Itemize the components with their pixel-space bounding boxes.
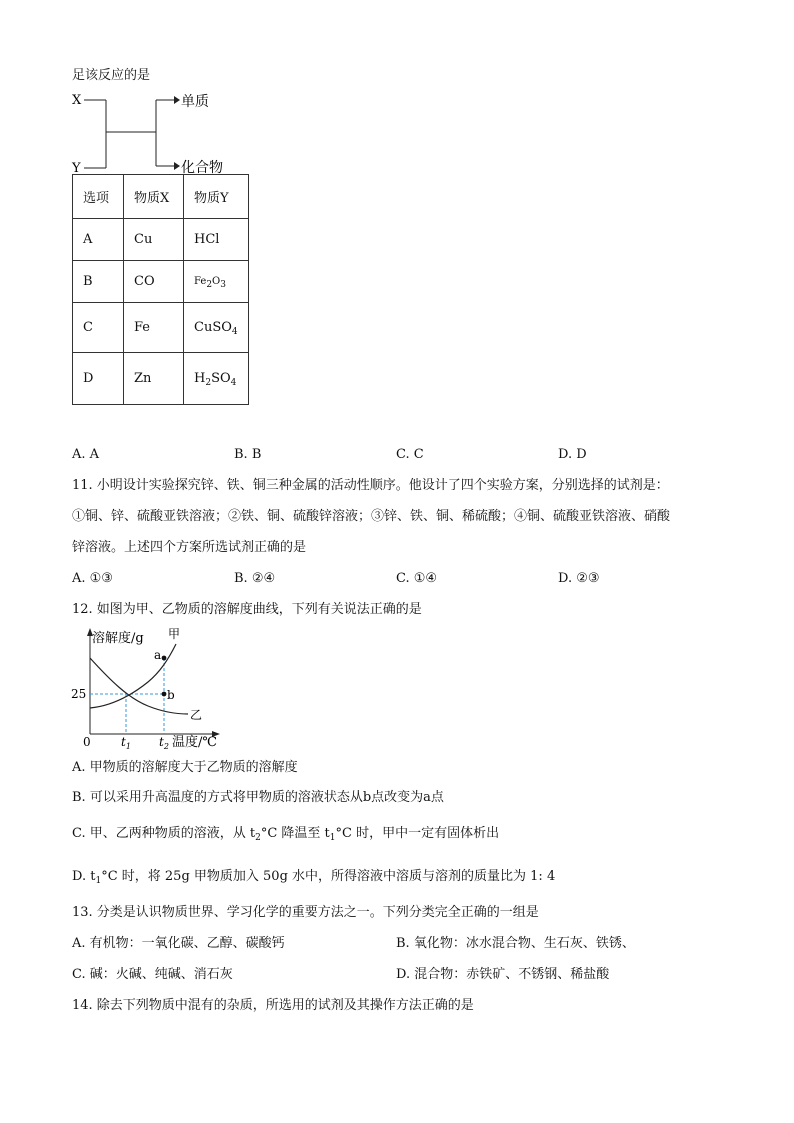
q13-option-d: D. 混合物：赤铁矿、不锈钢、稀盐酸 bbox=[396, 967, 610, 982]
origin-label: 0 bbox=[83, 735, 91, 749]
point-b-label: b bbox=[167, 688, 175, 702]
table-cell: C bbox=[73, 303, 124, 353]
point-a bbox=[162, 656, 167, 661]
q11-stem-line1: 11. 小明设计实验探究锌、铁、铜三种金属的活动性顺序。他设计了四个实验方案，分别选择的试剂是： bbox=[72, 478, 669, 493]
series-yi-label: 乙 bbox=[190, 708, 203, 722]
q11-option-c: C. ①④ bbox=[396, 571, 438, 586]
table-cell: B bbox=[73, 261, 124, 303]
table-cell: A bbox=[73, 219, 124, 261]
q12-stem: 12. 如图为甲、乙物质的溶解度曲线，下列有关说法正确的是 bbox=[72, 602, 422, 617]
q10-option-c: C. C bbox=[396, 447, 424, 462]
y-tick-25: 25 bbox=[71, 687, 87, 701]
q12-option-c: C. 甲、乙两种物质的溶液，从 $t_2^\circ C$ 降温至 $t_1^\circ C$ 时，甲中一定有固体析出 bbox=[72, 826, 500, 843]
table-cell: HCl bbox=[184, 219, 249, 261]
table-row bbox=[73, 303, 249, 353]
table-header-row bbox=[73, 175, 249, 219]
table-cell-formula: CuSO$_4$ bbox=[184, 303, 249, 353]
table-header-cell: 物质Y bbox=[184, 175, 249, 219]
point-a-label: a bbox=[154, 648, 162, 662]
x-axis-label: 温度/℃ bbox=[172, 735, 217, 750]
q11-stem-line3: 锌溶液。上述四个方案所选试剂正确的是 bbox=[72, 540, 307, 555]
q12-option-b: B. 可以采用升高温度的方式将甲物质的溶液状态从b点改变为a点 bbox=[72, 790, 444, 805]
reaction-diagram bbox=[70, 90, 250, 176]
q10-option-d: D. D bbox=[558, 447, 587, 462]
q10-stem-tail: 足该反应的是 bbox=[72, 68, 151, 83]
solubility-chart bbox=[68, 624, 238, 752]
q10-option-a: A. A bbox=[72, 447, 100, 462]
q10-option-b: B. B bbox=[234, 447, 262, 462]
table-header-cell: 物质X bbox=[124, 175, 184, 219]
product-elemental-label: 单质 bbox=[181, 94, 209, 110]
q12-option-d: D. $t_1^\circ C$ 时，将 25g 甲物质加入 50g 水中，所得溶液中溶质与溶剂的质量比为 1: 4 bbox=[72, 869, 556, 886]
table-row bbox=[73, 219, 249, 261]
q12-option-a: A. 甲物质的溶解度大于乙物质的溶解度 bbox=[72, 760, 298, 775]
table-cell: D bbox=[73, 353, 124, 405]
q13-option-a: A. 有机物：一氧化碳、乙醇、碳酸钙 bbox=[72, 936, 285, 951]
table-cell-formula: $H_2SO_4$ bbox=[184, 353, 249, 405]
q11-option-a: A. ①③ bbox=[72, 571, 113, 586]
arrow-head-icon bbox=[174, 162, 180, 170]
options-table bbox=[72, 174, 249, 405]
table-cell: Zn bbox=[124, 353, 184, 405]
q13-option-c: C. 碱：火碱、纯碱、消石灰 bbox=[72, 967, 233, 982]
reactant-x-label: X bbox=[72, 93, 82, 108]
q13-option-b: B. 氧化物：冰水混合物、生石灰、铁锈、 bbox=[396, 936, 635, 951]
q11-stem-line2: ①铜、锌、硫酸亚铁溶液；②铁、铜、硫酸锌溶液；③锌、铁、铜、稀硫酸；④铜、硫酸亚铁溶液、硝酸 bbox=[72, 509, 671, 524]
table-cell: Fe bbox=[124, 303, 184, 353]
arrow-head-icon bbox=[174, 96, 180, 104]
series-jia-label: 甲 bbox=[168, 627, 181, 641]
table-cell-formula: $Fe_2O_3$ bbox=[184, 261, 249, 303]
product-compound-label: 化合物 bbox=[181, 160, 223, 176]
table-row bbox=[73, 261, 249, 303]
x-tick-t2: $t_2$ bbox=[159, 735, 169, 751]
point-b bbox=[162, 692, 167, 697]
y-axis-label: 溶解度/g bbox=[92, 631, 144, 646]
table-header-cell: 选项 bbox=[73, 175, 124, 219]
table-cell: Cu bbox=[124, 219, 184, 261]
q14-stem: 14. 除去下列物质中混有的杂质，所选用的试剂及其操作方法正确的是 bbox=[72, 998, 474, 1013]
x-tick-t1: $t_1$ bbox=[121, 735, 131, 751]
reactant-y-label: Y bbox=[72, 161, 81, 176]
q11-option-b: B. ②④ bbox=[234, 571, 276, 586]
table-row bbox=[73, 353, 249, 405]
table-cell: CO bbox=[124, 261, 184, 303]
q11-option-d: D. ②③ bbox=[558, 571, 600, 586]
q13-stem: 13. 分类是认识物质世界、学习化学的重要方法之一。下列分类完全正确的一组是 bbox=[72, 905, 539, 920]
